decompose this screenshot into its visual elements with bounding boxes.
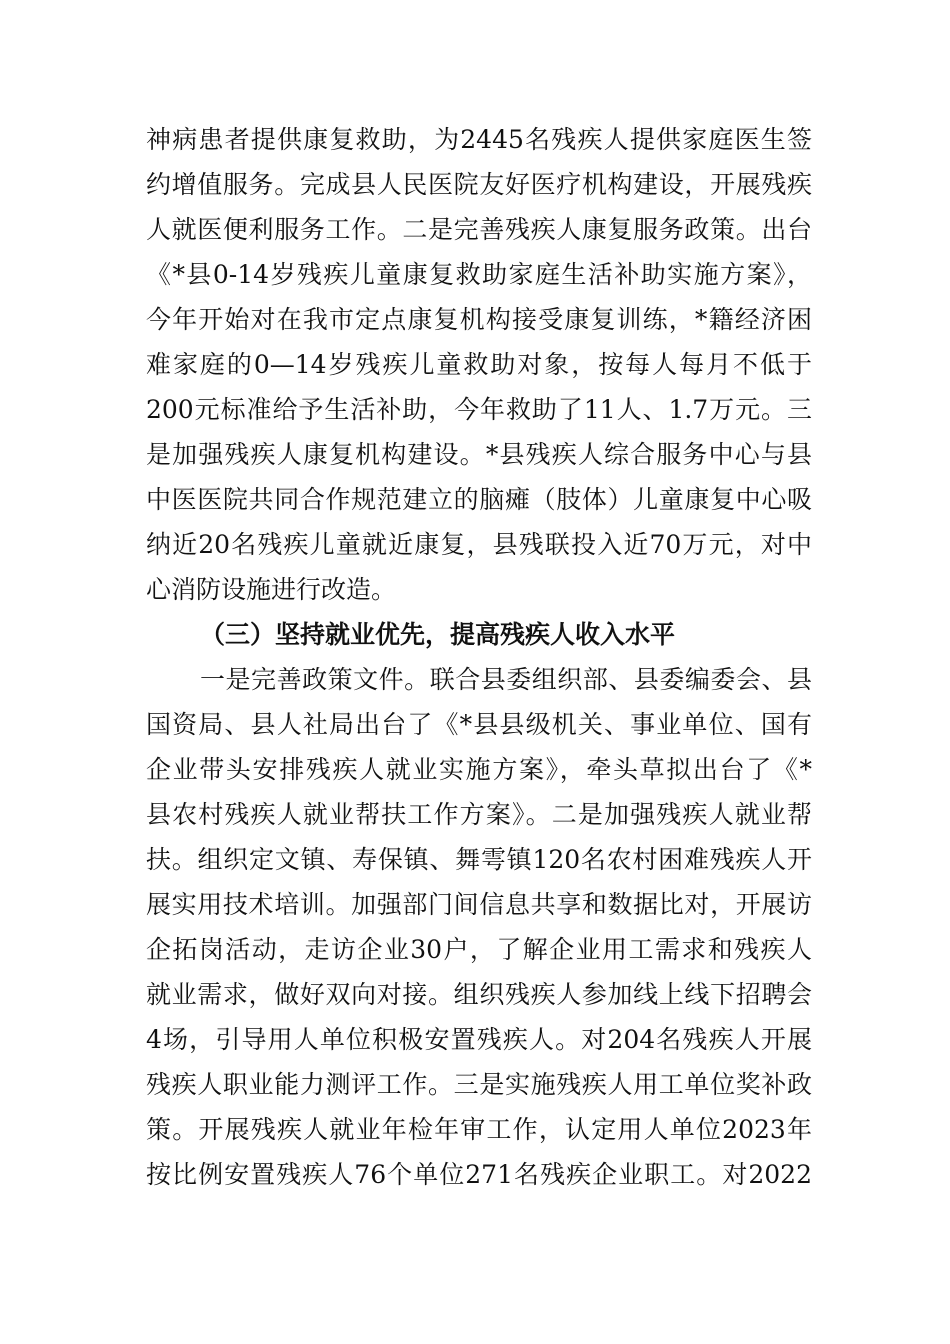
paragraph-1-line-3: 人就医便利服务工作。二是完善残疾人康复服务政策。出台: [146, 215, 812, 244]
paragraph-1-line-4: 《*县0-14岁残疾儿童康复救助家庭生活补助实施方案》，: [146, 260, 812, 289]
paragraph-2-line-6: 展实用技术培训。加强部门间信息共享和数据比对，开展访: [146, 890, 812, 919]
paragraph-2-line-11: 策。开展残疾人就业年检年审工作，认定用人单位2023年: [146, 1115, 812, 1144]
paragraph-2-line-9: 4场，引导用人单位积极安置残疾人。对204名残疾人开展: [146, 1025, 812, 1054]
paragraph-2-line-12: 按比例安置残疾人76个单位271名残疾企业职工。对2022: [146, 1160, 812, 1189]
paragraph-1-line-2: 约增值服务。完成县人民医院友好医疗机构建设，开展残疾: [146, 170, 812, 199]
paragraph-2-line-7: 企拓岗活动，走访企业30户，了解企业用工需求和残疾人: [146, 935, 812, 964]
paragraph-2-line-10: 残疾人职业能力测评工作。三是实施残疾人用工单位奖补政: [146, 1070, 812, 1099]
paragraph-1-line-6: 难家庭的0—14岁残疾儿童救助对象，按每人每月不低于: [146, 350, 812, 379]
paragraph-2-line-2: 国资局、县人社局出台了《*县县级机关、事业单位、国有: [146, 710, 812, 739]
paragraph-1-line-7: 200元标准给予生活补助，今年救助了11人、1.7万元。三: [146, 395, 812, 424]
paragraph-1-line-1: 神病患者提供康复救助，为2445名残疾人提供家庭医生签: [146, 125, 812, 154]
paragraph-1-line-10: 纳近20名残疾儿童就近康复，县残联投入近70万元，对中: [146, 530, 812, 559]
paragraph-2-line-3: 企业带头安排残疾人就业实施方案》，牵头草拟出台了《*: [146, 755, 812, 784]
paragraph-1-line-8: 是加强残疾人康复机构建设。*县残疾人综合服务中心与县: [146, 440, 812, 469]
paragraph-2-line-8: 就业需求，做好双向对接。组织残疾人参加线上线下招聘会: [146, 980, 812, 1009]
paragraph-2-line-4: 县农村残疾人就业帮扶工作方案》。二是加强残疾人就业帮: [146, 800, 812, 829]
paragraph-2-line-5: 扶。组织定文镇、寿保镇、舞雩镇120名农村困难残疾人开: [146, 845, 812, 874]
paragraph-1-line-5: 今年开始对在我市定点康复机构接受康复训练，*籍经济困: [146, 305, 812, 334]
paragraph-2-line-1: 一是完善政策文件。联合县委组织部、县委编委会、县: [200, 665, 812, 694]
paragraph-1-line-11: 心消防设施进行改造。: [146, 575, 397, 604]
paragraph-1-line-9: 中医医院共同合作规范建立的脑瘫（肢体）儿童康复中心吸: [146, 485, 812, 514]
section-heading: （三）坚持就业优先，提高残疾人收入水平: [200, 620, 676, 649]
